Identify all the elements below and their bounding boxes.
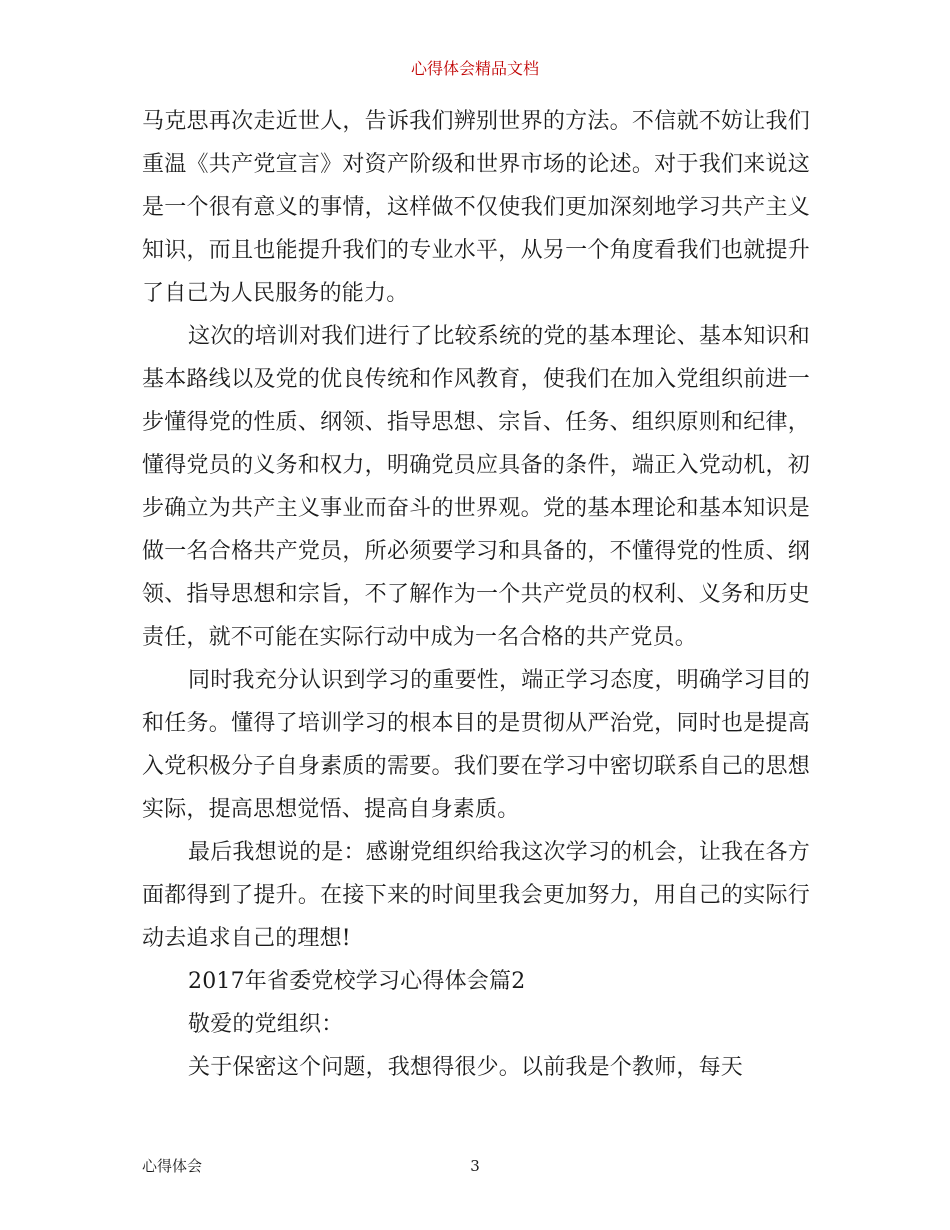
paragraph-3: 同时我充分认识到学习的重要性，端正学习态度，明确学习目的和任务。懂得了培训学习的根本目的是贯彻从严治党，同时也是提高入党积极分子自身素质的需要。我们要在学习中密切联系自己的思想实际，提高思想觉悟、提高自身素质。 bbox=[142, 668, 810, 822]
document-body bbox=[142, 100, 810, 1089]
paragraph-2: 这次的培训对我们进行了比较系统的党的基本理论、基本知识和基本路线以及党的优良传统和作风教育，使我们在加入党组织前进一步懂得党的性质、纲领、指导思想、宗旨、任务、组织原则和纪律，懂得党员的义务和权力，明确党员应具备的条件，端正入党动机，初步确立为共产主义事业而奋斗的世界观。党的基本理论和基本知识是做一名合格共产党员，所必须要学习和具备的，不懂得党的性质、纲领、指导思想和宗旨，不了解作为一个共产党员的权利、义务和历史责任，就不可能在实际行动中成为一名合格的共产党员。 bbox=[142, 324, 810, 650]
paragraph-5: 关于保密这个问题，我想得很少。以前我是个教师，每天 bbox=[188, 1055, 744, 1080]
page-header-title: 心得体会精品文档 bbox=[410, 59, 539, 78]
section-heading: 2017年省委党校学习心得体会篇2 bbox=[188, 969, 526, 994]
salutation: 敬爱的党组织： bbox=[188, 1012, 344, 1037]
paragraph-4: 最后我想说的是：感谢党组织给我这次学习的机会，让我在各方面都得到了提升。在接下来的时间里我会更加努力，用自己的实际行动去追求自己的理想! bbox=[142, 840, 810, 951]
paragraph-1: 马克思再次走近世人，告诉我们辨别世界的方法。不信就不妨让我们重温《共产党宣言》对资产阶级和世界市场的论述。对于我们来说这是一个很有意义的事情，这样做不仅使我们更加深刻地学习共产主义知识，而且也能提升我们的专业水平，从另一个角度看我们也就提升了自己为人民服务的能力。 bbox=[142, 109, 810, 306]
page-number: 3 bbox=[470, 1157, 480, 1175]
footer-label: 心得体会 bbox=[142, 1157, 203, 1175]
